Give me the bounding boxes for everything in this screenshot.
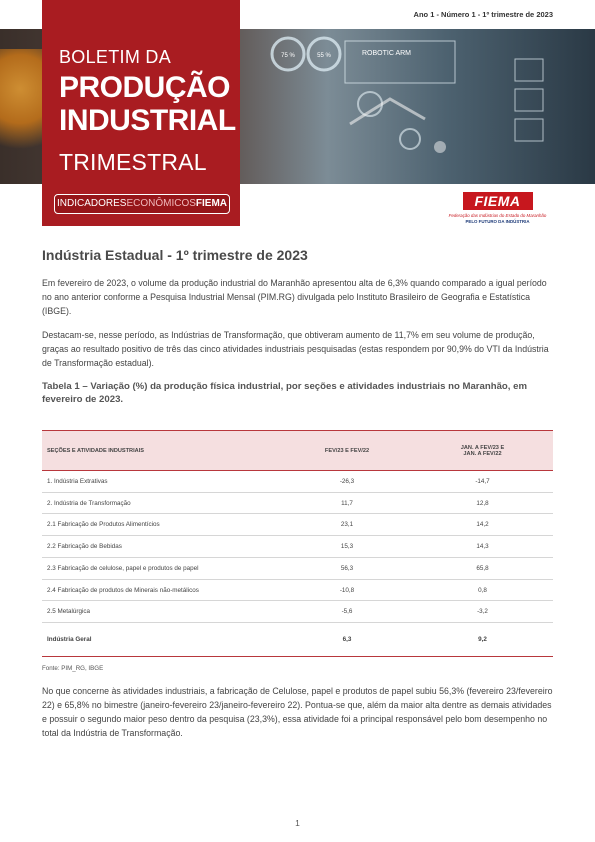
hud-graphic [250, 29, 595, 184]
col-header-sections: SEÇÕES E ATIVIDADE INDUSTRIAIS [47, 447, 144, 454]
table-row [42, 536, 553, 558]
data-table [42, 430, 553, 657]
table-row [42, 493, 553, 514]
row-label: 2.4 Fabricação de produtos de Minerais não-metálicos [47, 586, 199, 594]
col-header-jan-feb [412, 445, 553, 457]
table-caption: Tabela 1 – Variação (%) da produção física industrial, por seções e atividades industriais no Maranhão, em fevereiro de 2023. [42, 381, 527, 405]
col-header-jan-feb-line2: JAN. A FEV/22 [463, 450, 502, 457]
row-value-feb: 11,7 [341, 499, 353, 507]
hud-gauge-2: 55 % [317, 53, 331, 59]
row-value-jan-feb: 12,8 [476, 499, 489, 507]
title-line-4: TRIMESTRAL [59, 149, 207, 175]
row-value-jan-feb: 65,8 [476, 565, 489, 572]
logo-subtitle: Federação das Indústrias do Estado do Maranhão [448, 213, 547, 218]
col-header-jan-feb-line1: JAN. A FEV/23 E [460, 444, 505, 451]
row-value-jan-feb: -14,7 [475, 478, 490, 485]
logo-mark: FIEMA [463, 192, 533, 210]
row-value-feb: 23,1 [340, 521, 354, 528]
indicators-badge [54, 194, 230, 214]
title-line-2: PRODUÇÃO [59, 71, 231, 104]
table-source: Fonte: PIM_RG, IBGE [42, 665, 104, 672]
table-row [42, 558, 553, 580]
paragraph-2: Destacam-se, nesse período, as Indústrias de Transformação, que obtiveram aumento de 11,7% em seu volume de produção, graças ao resultado positivo de três das cinco atividades industriais pesquisadas (estas respondem por 90,9% do VTI da Indústria de Transformação estadual). [42, 330, 549, 368]
row-label: Indústria Geral [47, 636, 92, 643]
badge-text-1: INDICADORES [56, 198, 127, 209]
issue-info: Ano 1 - Número 1 - 1º trimestre de 2023 [413, 10, 553, 19]
title-line-3: INDUSTRIAL [59, 104, 236, 137]
page-number: 1 [295, 818, 300, 828]
logo-tagline: PELO FUTURO DA INDÚSTRIA [465, 219, 530, 224]
title-main [59, 71, 236, 137]
row-label: 2.5 Metalúrgica [47, 608, 91, 615]
row-value-feb: 6,3 [342, 636, 352, 643]
row-value-jan-feb: 9,2 [478, 636, 487, 643]
row-value-feb: -10,8 [339, 586, 355, 594]
table-row [42, 580, 553, 601]
row-value-feb: -26,3 [339, 478, 355, 485]
title-line-1: BOLETIM DA [59, 47, 172, 67]
row-label: 1. Indústria Extrativas [47, 478, 108, 485]
table-row [42, 601, 553, 623]
row-value-feb: -5,6 [341, 608, 353, 615]
row-label: 2.1 Fabricação de Produtos Alimentícios [47, 521, 160, 528]
badge-text-3: FIEMA [195, 198, 227, 209]
row-value-feb: 56,3 [340, 565, 354, 572]
paragraph-1: Em fevereiro de 2023, o volume da produção industrial do Maranhão apresentou alta de 6,3% quando comparado a igual período no ano anterior conforme a Pesquisa Industrial Mensal (PIM.RG) divulgada pelo Instituto Brasileiro de Geografia e Estatística (IBGE). [42, 278, 547, 316]
row-value-jan-feb: -3,2 [477, 608, 488, 615]
col-header-feb: FEV/23 E FEV/22 [324, 447, 370, 454]
fiema-logo [440, 192, 555, 224]
paragraph-3: No que concerne às atividades industriais, a fabricação de Celulose, papel e produtos de papel subiu 56,3% (fevereiro 23/fevereiro 22) e 65,8% no bimestre (janeiro-fevereiro 23/janeiro-fevereiro 22). Pontua-se que, além da maior alta dentre as demais atividades e possuir o segundo maior peso dentro da pesquisa (23,3%), essa atividade foi a principal responsável pelo bom desempenho no total da Indústria de Transformação. [42, 686, 553, 738]
title-block [42, 0, 240, 226]
table-header [42, 431, 553, 471]
row-label: 2.3 Fabricação de celulose, papel e produtos de papel [47, 565, 199, 572]
table-row [42, 514, 553, 536]
row-label: 2.2 Fabricação de Bebidas [47, 543, 122, 550]
table-row [42, 471, 553, 493]
hud-label: ROBOTIC ARM [362, 50, 412, 57]
row-value-jan-feb: 14,2 [476, 521, 489, 528]
section-heading: Indústria Estadual - 1º trimestre de 2023 [42, 247, 308, 263]
row-value-feb: 15,3 [340, 543, 354, 550]
badge-text-2: ECONÔMICOS [126, 198, 196, 209]
hud-gauge-1: 75 % [281, 53, 295, 59]
row-label: 2. Indústria de Transformação [47, 499, 131, 507]
row-value-jan-feb: 14,3 [476, 543, 489, 550]
table-row-total [42, 623, 553, 657]
row-value-jan-feb: 0,8 [478, 586, 487, 594]
